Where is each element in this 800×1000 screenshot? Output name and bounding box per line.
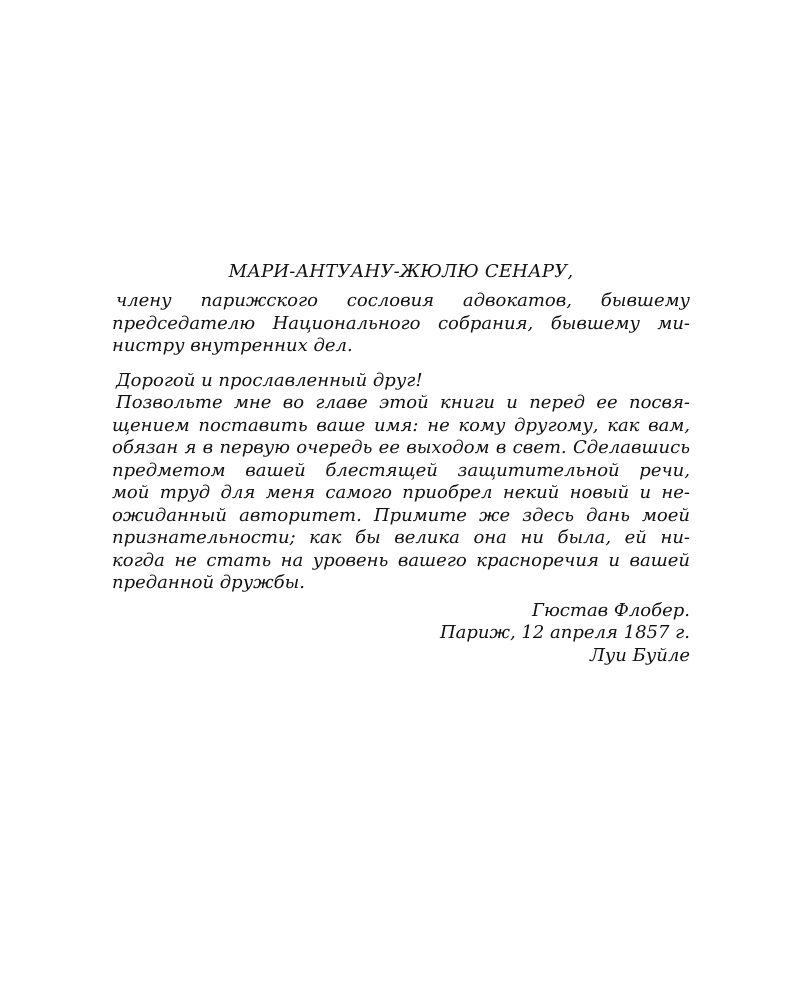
dedication-page bbox=[112, 258, 690, 667]
letter-line: преданной дружбы. bbox=[112, 572, 305, 593]
dedication-line: нистру внутренних дел. bbox=[112, 335, 353, 356]
dedication-heading: МАРИ-АНТУАНУ-ЖЮЛЮ СЕНАРУ, bbox=[228, 261, 574, 282]
letter-line: мой труд для меня самого приобрел некий новый и не- bbox=[112, 482, 690, 503]
letter-line: обязан я в первую очередь ее выходом в свет. Сделавшись bbox=[112, 437, 690, 458]
dedication-line: члену парижского сословия адвокатов, бывшему bbox=[116, 290, 690, 311]
dedication-text bbox=[112, 290, 690, 358]
letter-line: предметом вашей блестящей защитительной речи, bbox=[112, 459, 690, 481]
signature-place-date: Париж, 12 апреля 1857 г. bbox=[439, 622, 690, 643]
signature-author: Гюстав Флобер. bbox=[532, 599, 690, 621]
greeting: Дорогой и прославленный друг! bbox=[116, 369, 423, 391]
letter-body bbox=[112, 370, 690, 595]
letter-line: Позвольте мне во главе этой книги и перед ее посвя- bbox=[116, 392, 690, 413]
letter-line: признательности; как бы велика она ни была, ей ни- bbox=[112, 527, 690, 548]
letter-line: когда не стать на уровень вашего красноречия и вашей bbox=[112, 549, 690, 571]
letter-line: ожиданный авторитет. Примите же здесь дань моей bbox=[112, 504, 690, 526]
signature-block bbox=[112, 600, 690, 668]
dedication-line: председателю Национального собрания, бывшему ми- bbox=[112, 312, 690, 334]
signature-addressee: Луи Буйле bbox=[589, 644, 690, 666]
letter-line: щением поставить ваше имя: не кому другому, как вам, bbox=[112, 414, 690, 436]
